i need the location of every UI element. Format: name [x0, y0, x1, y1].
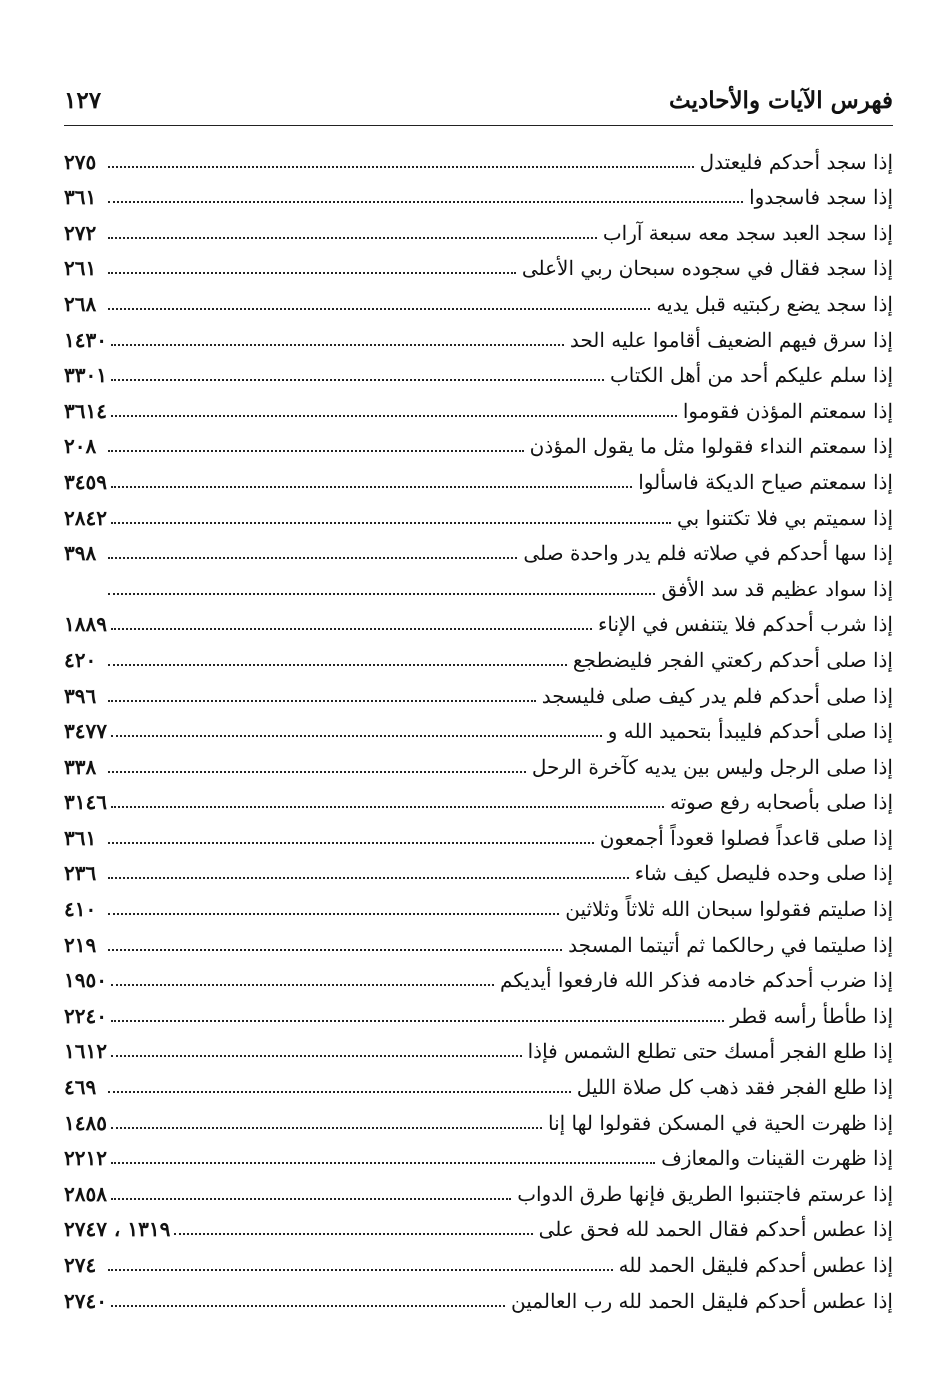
index-list	[64, 141, 893, 1316]
dot-leader	[111, 984, 494, 986]
index-entry	[64, 711, 893, 747]
entry-text: إذا عرستم فاجتنبوا الطريق فإنها طرق الدواب	[517, 1181, 893, 1206]
index-entry	[64, 924, 893, 960]
index-entry	[64, 1280, 893, 1316]
index-entry	[64, 248, 893, 284]
index-entry	[64, 995, 893, 1031]
dot-leader	[111, 1198, 511, 1200]
entry-reference-number: ٤٦٩	[64, 1075, 97, 1100]
entry-text: إذا صليتم فقولوا سبحان الله ثلاثاً وثلاثين	[565, 897, 893, 922]
index-entry	[64, 782, 893, 818]
index-entry	[64, 355, 893, 391]
entry-reference-number: ٢٧٤٠	[64, 1288, 107, 1313]
entry-reference-number: ٢٧٥	[64, 149, 97, 174]
entry-text: إذا ظهرت القينات والمعازف	[661, 1146, 893, 1171]
entry-reference-number: ٢٧٢	[64, 220, 97, 245]
entry-text: إذا شرب أحدكم فلا يتنفس في الإناء	[597, 612, 893, 637]
entry-reference-number: ٢٢٤٠	[64, 1003, 107, 1028]
entry-text: إذا سها أحدكم في صلاته فلم يدر واحدة صلى	[523, 541, 893, 566]
entry-text: إذا سجد يضع ركبتيه قبل يديه	[656, 291, 893, 316]
entry-text: إذا صلى أحدكم ركعتي الفجر فليضطجع	[572, 647, 893, 672]
entry-reference-number: ١٨٨٩	[64, 612, 107, 637]
entry-reference-number: ٢٦١	[64, 256, 97, 281]
index-entry	[64, 533, 893, 569]
dot-leader	[108, 166, 694, 168]
entry-text: إذا صليتما في رحالكما ثم أتيتما المسجد	[568, 932, 893, 957]
entry-reference-number: ٣٦١	[64, 825, 97, 850]
index-entry	[64, 853, 893, 889]
index-entry	[64, 1138, 893, 1174]
dot-leader	[111, 486, 632, 488]
entry-text: إذا صلى بأصحابه رفع صوته	[669, 790, 893, 815]
entry-text: إذا عطس أحدكم فليقل الحمد لله رب العالمين	[511, 1288, 893, 1313]
dot-leader	[108, 949, 562, 951]
dot-leader	[111, 344, 564, 346]
entry-reference-number: ٢٠٨	[64, 434, 97, 459]
index-entry	[64, 639, 893, 675]
index-entry	[64, 1244, 893, 1280]
entry-text: إذا عطس أحدكم فقال الحمد لله فحق على	[538, 1217, 893, 1242]
entry-reference-number: ٣٤٥٩	[64, 469, 107, 494]
dot-leader	[108, 308, 650, 310]
dot-leader	[111, 415, 677, 417]
dot-leader	[108, 272, 516, 274]
index-entry	[64, 817, 893, 853]
index-entry	[64, 675, 893, 711]
dot-leader	[111, 1305, 505, 1307]
entry-text: إذا سمعتم صياح الديكة فاسألوا	[638, 469, 893, 494]
entry-text: إذا طلع الفجر أمسك حتى تطلع الشمس فإذا	[527, 1039, 893, 1064]
entry-reference-number: ٢٣٦	[64, 861, 97, 886]
index-entry	[64, 426, 893, 462]
entry-text: إذا طلع الفجر فقد ذهب كل صلاة الليل	[576, 1075, 893, 1100]
entry-text: إذا صلى وحده فليصل كيف شاء	[634, 861, 893, 886]
entry-reference-number: ٢٧٤	[64, 1253, 97, 1277]
entry-reference-number: ٢١٩	[64, 932, 97, 957]
entry-text: إذا طأطأ رأسه قطر	[730, 1003, 893, 1028]
entry-text: إذا سجد فقال في سجوده سبحان ربي الأعلى	[521, 256, 893, 281]
page-number: ١٢٧	[64, 87, 102, 114]
dot-leader	[111, 522, 671, 524]
dot-leader	[111, 379, 604, 381]
index-entry	[64, 497, 893, 533]
index-entry	[64, 461, 893, 497]
dot-leader	[108, 700, 536, 702]
dot-leader	[108, 1091, 571, 1093]
entry-reference-number: ٣٩٦	[64, 683, 97, 708]
dot-leader	[111, 735, 602, 737]
dot-leader	[111, 1020, 724, 1022]
index-entry	[64, 568, 893, 604]
entry-text: إذا صلى أحدكم فلم يدر كيف صلى فليسجد	[541, 683, 893, 708]
page-header	[64, 74, 893, 114]
entry-reference-number: ٢٨٥٨	[64, 1181, 107, 1206]
index-entry	[64, 212, 893, 248]
entry-text: إذا سرق فيهم الضعيف أقاموا عليه الحد	[569, 327, 893, 352]
index-entry	[64, 283, 893, 319]
dot-leader	[174, 1233, 532, 1235]
entry-reference-number: ١٤٨٥	[64, 1110, 107, 1135]
entry-reference-number: ١٩٥٠	[64, 968, 107, 993]
index-entry	[64, 1102, 893, 1138]
entry-reference-number: ٣٣٨	[64, 754, 97, 779]
entry-text: إذا سجد فاسجدوا	[749, 185, 893, 210]
index-entry	[64, 888, 893, 924]
index-entry	[64, 319, 893, 355]
entry-text: إذا ضرب أحدكم خادمه فذكر الله فارفعوا أيديكم	[500, 968, 893, 993]
dot-leader	[108, 201, 743, 203]
entry-reference-number: ٤٢٠	[64, 647, 97, 672]
dot-leader	[108, 842, 594, 844]
dot-leader	[111, 1162, 655, 1164]
index-entry	[64, 390, 893, 426]
entry-reference-number: ٣٩٨	[64, 541, 97, 566]
entry-text: إذا سجد أحدكم فليعتدل	[699, 149, 893, 174]
entry-reference-number: ٢٢١٢	[64, 1146, 107, 1171]
dot-leader	[108, 664, 567, 666]
dot-leader	[108, 450, 524, 452]
entry-text: إذا صلى الرجل وليس بين يديه كآخرة الرحل	[531, 754, 893, 779]
entry-text: إذا صلى أحدكم فليبدأ بتحميد الله و	[607, 719, 893, 744]
header-divider	[64, 125, 893, 126]
index-entry	[64, 960, 893, 996]
running-title: فهرس الآيات والأحاديث	[668, 87, 893, 114]
index-entry	[64, 1031, 893, 1067]
index-entry	[64, 604, 893, 640]
dot-leader	[108, 557, 517, 559]
dot-leader	[108, 913, 559, 915]
entry-text: إذا سواد عظيم قد سد الأفق	[661, 576, 893, 601]
dot-leader	[108, 877, 629, 879]
dot-leader	[108, 237, 597, 239]
index-entry	[64, 177, 893, 213]
entry-text: إذا سميتم بي فلا تكتنوا بي	[676, 505, 893, 530]
entry-text: إذا سلم عليكم أحد من أهل الكتاب	[609, 363, 893, 388]
entry-reference-number: ٣٦١	[64, 185, 97, 210]
entry-text: إذا ظهرت الحية في المسكن فقولوا لها إنا	[547, 1110, 893, 1135]
entry-reference-number: ٣٤٧٧	[64, 719, 107, 744]
entry-reference-number: ٣٣٠١	[64, 363, 107, 388]
entry-reference-number: ٤١٠	[64, 897, 97, 922]
entry-reference-number: ٢٦٨	[64, 291, 97, 316]
entry-text: إذا عطس أحدكم فليقل الحمد لله	[618, 1253, 893, 1277]
index-entry	[64, 1209, 893, 1245]
entry-text: إذا سمعتم المؤذن فقوموا	[682, 398, 893, 423]
index-entry	[64, 1173, 893, 1209]
entry-reference-number: ٣١٤٦	[64, 790, 107, 815]
index-entry	[64, 746, 893, 782]
dot-leader	[111, 1127, 542, 1129]
index-entry	[64, 141, 893, 177]
entry-reference-number: ١٤٣٠	[64, 327, 107, 352]
entry-text: إذا صلى قاعداً فصلوا قعوداً أجمعون	[599, 825, 893, 850]
dot-leader	[108, 771, 526, 773]
entry-reference-number: ١٦١٢	[64, 1039, 107, 1064]
entry-text: إذا سمعتم النداء فقولوا مثل ما يقول المؤذن	[529, 434, 893, 459]
dot-leader	[108, 1269, 613, 1271]
dot-leader	[108, 593, 655, 595]
entry-reference-number: ١٣١٩ ، ٢٧٤٧	[64, 1217, 171, 1242]
entry-reference-number: ٣٦١٤	[64, 398, 107, 423]
entry-text: إذا سجد العبد سجد معه سبعة آراب	[602, 220, 893, 245]
index-entry	[64, 1066, 893, 1102]
dot-leader	[111, 1055, 522, 1057]
dot-leader	[111, 628, 592, 630]
entry-reference-number: ٢٨٤٢	[64, 505, 107, 530]
dot-leader	[111, 806, 664, 808]
